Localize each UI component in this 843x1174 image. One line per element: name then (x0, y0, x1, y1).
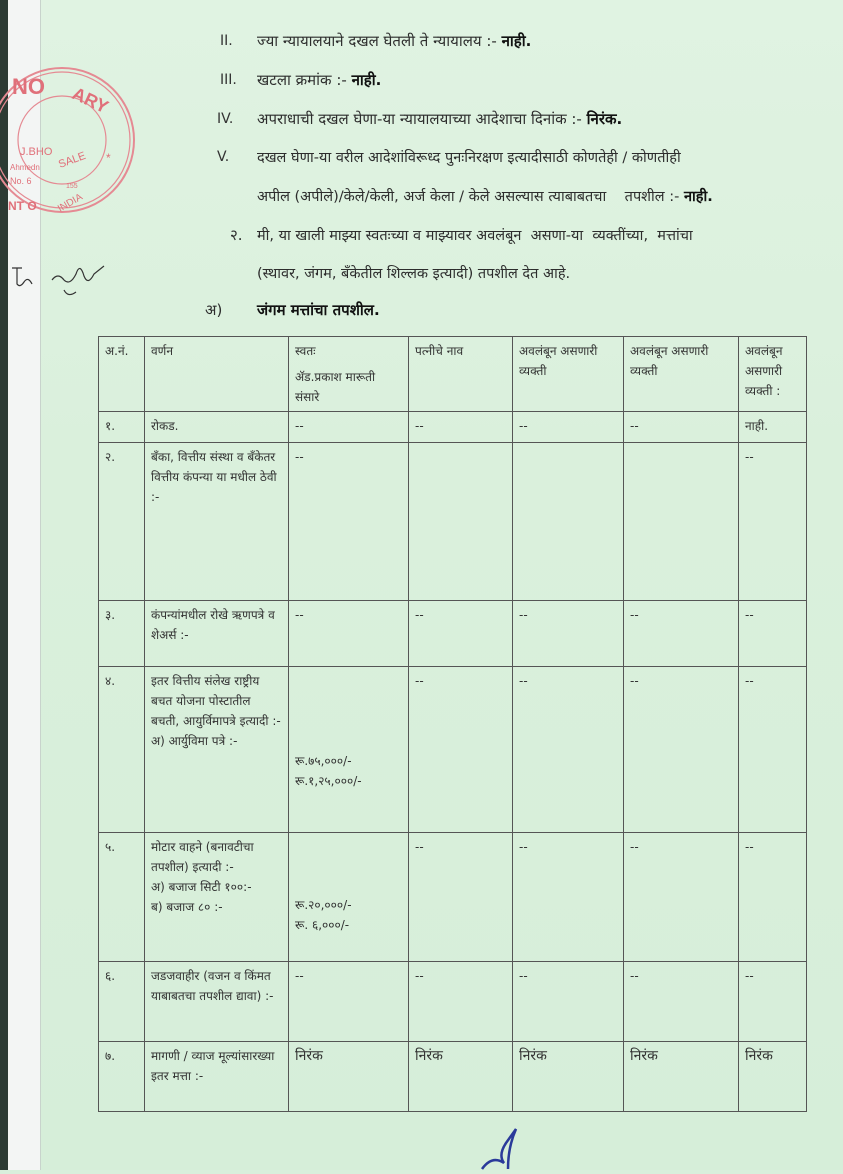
cell-dependent-3: -- (739, 667, 807, 833)
cell-dependent-3: -- (739, 601, 807, 667)
cell-serial: ७. (99, 1042, 145, 1112)
initials-signature-2 (48, 258, 108, 306)
clause-answer: नाही. (501, 32, 532, 50)
cell-dependent-3: नाही. (739, 412, 807, 443)
header-self (289, 337, 409, 412)
cell-description: कंपन्यांमधील रोखे ऋणपत्रे व शेअर्स :- (145, 601, 289, 667)
cell-self (289, 833, 409, 962)
table-row (99, 443, 807, 601)
cell-dependent-2 (624, 443, 739, 601)
cell-dependent-3: -- (739, 443, 807, 601)
clause-text (257, 186, 713, 206)
description-sub-b: ब) बजाज ८० :- (151, 900, 223, 914)
svg-text:SALE: SALE (56, 149, 88, 171)
svg-text:J.BHO: J.BHO (20, 146, 53, 158)
cell-dependent-3: निरंक (739, 1042, 807, 1112)
cell-dependent-2: -- (624, 601, 739, 667)
table-row (99, 601, 807, 667)
cell-self (289, 667, 409, 833)
table-header-row (99, 337, 807, 412)
para-number: २. (230, 226, 243, 244)
cell-description: जडजवाहीर (वजन व किंमत याबाबतचा तपशील द्यावा) :- (145, 962, 289, 1042)
table-row (99, 1042, 807, 1112)
header-self-label: स्वतः (295, 344, 316, 358)
svg-text:155: 155 (66, 183, 78, 190)
value-line-2: रू.१,२५,०००/- (295, 774, 362, 788)
clause-answer: निरंक. (586, 110, 623, 128)
cell-dependent-1 (513, 443, 624, 601)
table-row (99, 412, 807, 443)
cell-dependent-2: -- (624, 962, 739, 1042)
description-main: इतर वित्तीय संलेख राष्ट्रीय बचत योजना पोस्टातील बचती, आयुर्विमापत्रे इत्यादी :- (151, 674, 281, 728)
cell-wife: निरंक (409, 1042, 513, 1112)
svg-text:NO: NO (12, 74, 45, 99)
clause-text: दखल घेणा-या वरील आदेशांविरूध्द पुनःनिरक्षण इत्यादीसाठी कोणतेही / कोणतीही (257, 150, 681, 166)
svg-text:*: * (106, 151, 111, 165)
cell-dependent-2: -- (624, 667, 739, 833)
clause-text (257, 31, 531, 51)
value-line-1: रू.७५,०००/- (295, 754, 352, 768)
description-sub-a: अ) आर्युविमा पत्रे :- (151, 734, 238, 748)
cell-self: -- (289, 962, 409, 1042)
clause-number: II. (220, 33, 233, 49)
cell-description: बँका, वित्तीय संस्था व बँकेतर वित्तीय कंपन्या या मधील ठेवी :- (145, 443, 289, 601)
cell-self: -- (289, 443, 409, 601)
cell-serial: २. (99, 443, 145, 601)
cell-serial: ३. (99, 601, 145, 667)
header-dependent-2: अवलंबून असणारी व्यक्ती (624, 337, 739, 412)
header-dependent-1: अवलंबून असणारी व्यक्ती (513, 337, 624, 412)
cell-self: -- (289, 601, 409, 667)
clause-question: अपराधाची दखल घेणा-या न्यायालयाच्या आदेशाचा दिनांक :- (257, 110, 582, 128)
cell-dependent-1: -- (513, 412, 624, 443)
notary-stamp (0, 60, 140, 220)
cell-dependent-2: -- (624, 833, 739, 962)
clause-number: V. (217, 149, 230, 165)
table-row (99, 833, 807, 962)
clause-text (257, 70, 381, 90)
value-line-1: रू.२०,०००/- (295, 898, 352, 912)
para-text: मी, या खाली माझ्या स्वतःच्या व माझ्यावर अवलंबून असणा-या व्यक्तींच्या, मत्तांचा (257, 228, 693, 244)
cell-self: -- (289, 412, 409, 443)
svg-text:INDIA: INDIA (56, 191, 85, 215)
header-dependent-3: अवलंबून असणारी व्यक्ती : (739, 337, 807, 412)
cell-dependent-1: -- (513, 962, 624, 1042)
cell-serial: ६. (99, 962, 145, 1042)
cell-dependent-1: निरंक (513, 1042, 624, 1112)
cell-wife (409, 443, 513, 601)
cell-serial: १. (99, 412, 145, 443)
svg-text:No. 6: No. 6 (10, 176, 32, 186)
cell-serial: ४. (99, 667, 145, 833)
cell-wife: -- (409, 412, 513, 443)
cell-dependent-1: -- (513, 667, 624, 833)
clause-question: ज्या न्यायालयाने दखल घेतली ते न्यायालय :- (257, 32, 497, 50)
table-row (99, 962, 807, 1042)
cell-dependent-3: -- (739, 962, 807, 1042)
clause-answer: नाही. (683, 189, 713, 205)
cell-description: रोकड. (145, 412, 289, 443)
cell-wife: -- (409, 667, 513, 833)
cell-dependent-2: -- (624, 412, 739, 443)
cell-wife: -- (409, 962, 513, 1042)
cell-description (145, 833, 289, 962)
svg-text:Ahmedn: Ahmedn (10, 163, 40, 172)
cell-dependent-3: -- (739, 833, 807, 962)
clause-number: III. (220, 72, 237, 88)
cell-serial: ५. (99, 833, 145, 962)
value-line-2: रू. ६,०००/- (295, 918, 350, 932)
clause-answer: नाही. (351, 71, 382, 89)
clause-question: खटला क्रमांक :- (257, 71, 347, 89)
header-serial: अ.नं. (99, 337, 145, 412)
cell-description (145, 667, 289, 833)
clause-question: अपील (अपीले)/केले/केली, अर्ज केला / केले असल्यास त्याबाबतचा तपशील :- (257, 189, 680, 205)
section-title: जंगम मत्तांचा तपशील. (257, 301, 380, 319)
clause-text (257, 109, 622, 129)
svg-text:NT O: NT O (8, 199, 37, 213)
cell-dependent-2: निरंक (624, 1042, 739, 1112)
owner-name: ॲड.प्रकाश मारूती संसारे (295, 370, 376, 404)
svg-text:ARY: ARY (69, 83, 112, 118)
clause-number: IV. (217, 111, 234, 127)
initials-signature-1 (8, 262, 38, 296)
movable-assets-table (98, 336, 807, 1112)
section-label: अ) (205, 301, 223, 319)
cell-dependent-1: -- (513, 601, 624, 667)
description-sub-a: अ) बजाज सिटी १००:- (151, 880, 252, 894)
header-wife: पत्नीचे नाव (409, 337, 513, 412)
bottom-signature (470, 1125, 530, 1174)
cell-wife: -- (409, 833, 513, 962)
cell-wife: -- (409, 601, 513, 667)
header-description: वर्णन (145, 337, 289, 412)
para-text: (स्थावर, जंगम, बँकेतील शिल्लक इत्यादी) तपशील देत आहे. (257, 266, 571, 282)
cell-description: मागणी / व्याज मूल्यांसारख्या इतर मत्ता :- (145, 1042, 289, 1112)
table-row (99, 667, 807, 833)
description-main: मोटार वाहने (बनावटीचा तपशील) इत्यादी :- (151, 840, 254, 874)
cell-dependent-1: -- (513, 833, 624, 962)
cell-self: निरंक (289, 1042, 409, 1112)
